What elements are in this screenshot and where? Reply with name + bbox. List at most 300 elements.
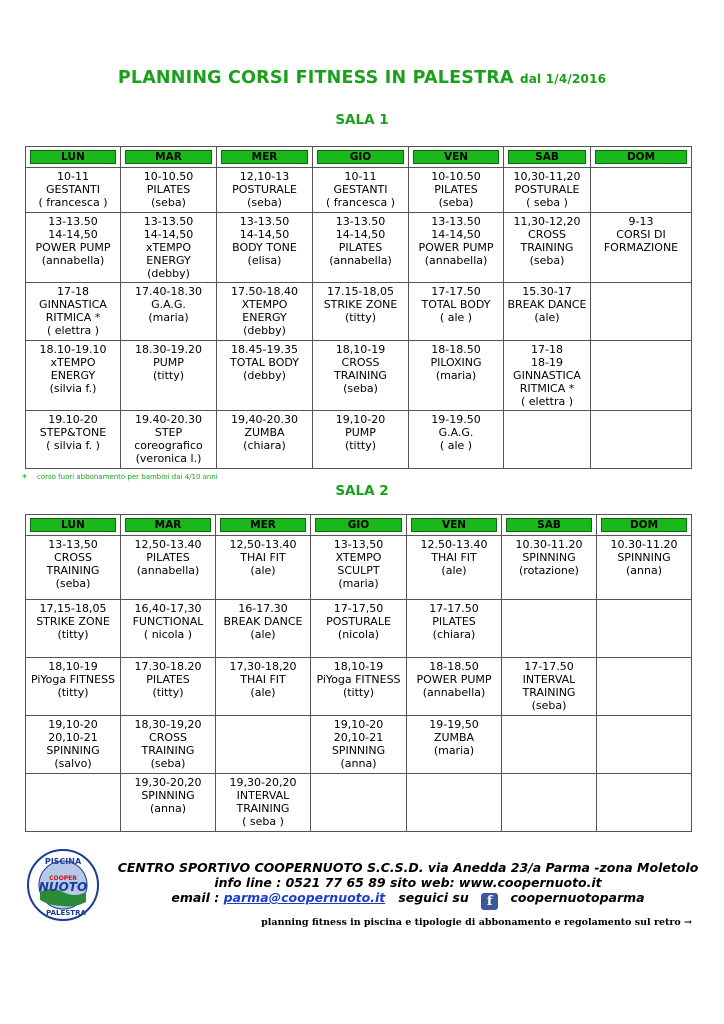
day-header-gio bbox=[313, 147, 409, 168]
empty-slot bbox=[591, 411, 692, 469]
slot-line: (annabella) bbox=[422, 686, 486, 699]
slot-line: RITMICA * bbox=[45, 311, 101, 324]
slot-line: (debby) bbox=[147, 267, 190, 280]
slot-line: BREAK DANCE bbox=[223, 615, 303, 628]
slot-line: (anna) bbox=[340, 757, 377, 770]
footer-line-contacts: info line : 0521 77 65 89 sito web: www.coopernuoto.it bbox=[214, 875, 602, 890]
slot-line: SCULPT bbox=[337, 564, 380, 577]
slot-line: 19,30-20,20 bbox=[134, 776, 202, 789]
slot-line: ( francesca ) bbox=[38, 196, 108, 209]
slot-line: (seba) bbox=[438, 196, 474, 209]
class-slot bbox=[121, 341, 217, 411]
slot-line: (chiara) bbox=[243, 439, 286, 452]
slot-line: 17,30-18,20 bbox=[229, 660, 297, 673]
class-slot bbox=[216, 658, 311, 716]
slot-line: CROSS bbox=[149, 731, 187, 744]
day-header-sab bbox=[502, 515, 597, 536]
table-row bbox=[26, 774, 692, 832]
class-slot bbox=[311, 658, 407, 716]
slot-line: (veronica l.) bbox=[135, 452, 202, 465]
slot-line: 17-17.50 bbox=[431, 285, 481, 298]
class-slot bbox=[26, 168, 121, 213]
class-slot bbox=[121, 213, 217, 283]
slot-line: GESTANTI bbox=[333, 183, 388, 196]
coopernuoto-logo bbox=[26, 848, 100, 922]
slot-line: GINNASTICA bbox=[39, 298, 107, 311]
slot-line: PiYoga FITNESS bbox=[30, 673, 116, 686]
class-slot bbox=[26, 658, 121, 716]
day-label: DOM bbox=[601, 518, 687, 532]
slot-line: 14-14,50 bbox=[239, 228, 290, 241]
table-row bbox=[26, 658, 692, 716]
slot-line: (maria) bbox=[338, 577, 379, 590]
slot-line: 17-17.50 bbox=[429, 602, 479, 615]
day-label: MER bbox=[220, 518, 306, 532]
class-slot bbox=[311, 536, 407, 600]
slot-line: 12,50-13.40 bbox=[229, 538, 297, 551]
slot-line: PILATES bbox=[146, 673, 190, 686]
day-label: LUN bbox=[30, 150, 116, 164]
day-header-dom bbox=[597, 515, 692, 536]
empty-slot bbox=[591, 283, 692, 341]
slot-line: (titty) bbox=[57, 686, 89, 699]
class-slot bbox=[121, 658, 216, 716]
class-slot bbox=[216, 600, 311, 658]
slot-line: 9-13 bbox=[628, 215, 654, 228]
class-slot bbox=[217, 168, 313, 213]
slot-line: RITMICA * bbox=[519, 382, 575, 395]
day-header-gio bbox=[311, 515, 407, 536]
slot-line: 17-17.50 bbox=[524, 660, 574, 673]
slot-line: (maria) bbox=[433, 744, 475, 757]
slot-line: 14-14,50 bbox=[48, 228, 98, 241]
slot-line: TRAINING bbox=[141, 744, 195, 757]
slot-line: (titty) bbox=[152, 686, 184, 699]
table-row bbox=[26, 716, 692, 774]
class-slot bbox=[121, 600, 216, 658]
slot-line: (nicola) bbox=[337, 628, 380, 641]
slot-line: 13-13.50 bbox=[48, 215, 98, 228]
slot-line: 19,30-20,20 bbox=[229, 776, 297, 789]
slot-line: FORMAZIONE bbox=[603, 241, 679, 254]
slot-line: 20,10-21 bbox=[48, 731, 98, 744]
day-label: LUN bbox=[30, 518, 116, 532]
slot-line: 13-13,50 bbox=[48, 538, 98, 551]
slot-line: xTEMPO bbox=[146, 241, 191, 254]
class-slot bbox=[504, 341, 591, 411]
slot-line: STRIKE ZONE bbox=[323, 298, 398, 311]
email-label: email : bbox=[171, 890, 224, 905]
slot-line: 18,30-19,20 bbox=[134, 718, 202, 731]
class-slot bbox=[504, 283, 591, 341]
slot-line: PILATES bbox=[338, 241, 383, 254]
slot-line: (anna) bbox=[149, 802, 186, 815]
class-slot bbox=[313, 283, 409, 341]
sala2-title: SALA 2 bbox=[335, 483, 389, 499]
facebook-icon[interactable]: f bbox=[481, 893, 498, 910]
slot-line: CORSI DI bbox=[616, 228, 666, 241]
slot-line: TOTAL BODY bbox=[421, 298, 491, 311]
slot-line: (elisa) bbox=[247, 254, 282, 267]
day-label: MER bbox=[221, 150, 308, 164]
slot-line: 12,10-13 bbox=[239, 170, 290, 183]
slot-line: 19.10-20 bbox=[48, 413, 98, 426]
empty-slot bbox=[591, 341, 692, 411]
class-slot bbox=[502, 658, 597, 716]
class-slot bbox=[26, 283, 121, 341]
slot-line: 19,10-20 bbox=[48, 718, 98, 731]
slot-line: ( ale ) bbox=[439, 311, 473, 324]
day-label: DOM bbox=[595, 150, 687, 164]
day-header-sab bbox=[504, 147, 591, 168]
follow-label: seguici su bbox=[398, 890, 469, 905]
slot-line: 18.10-19.10 bbox=[39, 343, 107, 356]
class-slot bbox=[313, 411, 409, 469]
slot-line: (seba) bbox=[150, 757, 186, 770]
slot-line: 11,30-12,20 bbox=[513, 215, 581, 228]
empty-slot bbox=[504, 411, 591, 469]
class-slot bbox=[121, 283, 217, 341]
slot-line: THAI FIT bbox=[431, 551, 477, 564]
slot-line: ( francesca ) bbox=[325, 196, 396, 209]
slot-line: xTEMPO bbox=[50, 356, 96, 369]
slot-line: 18-18.50 bbox=[429, 660, 479, 673]
slot-line: SPINNING bbox=[522, 551, 576, 564]
slot-line: 20,10-21 bbox=[333, 731, 384, 744]
empty-slot bbox=[597, 600, 692, 658]
slot-line: (annabella) bbox=[424, 254, 488, 267]
day-label: VEN bbox=[413, 150, 499, 164]
slot-line: TRAINING bbox=[46, 564, 100, 577]
class-slot bbox=[313, 341, 409, 411]
asterisk-mark: * bbox=[22, 473, 27, 484]
table-row bbox=[26, 168, 692, 213]
slot-line: 13-13,50 bbox=[333, 538, 384, 551]
slot-line: PUMP bbox=[153, 356, 184, 369]
day-header-ven bbox=[407, 515, 502, 536]
day-label: SAB bbox=[508, 150, 586, 164]
slot-line: PiYoga FITNESS bbox=[316, 673, 401, 686]
slot-line: ( elettra ) bbox=[46, 324, 100, 337]
slot-line: coreografico bbox=[134, 439, 203, 452]
table-row bbox=[26, 213, 692, 283]
class-slot bbox=[407, 600, 502, 658]
slot-line: TOTAL BODY bbox=[230, 356, 299, 369]
slot-line: (titty) bbox=[344, 439, 377, 452]
slot-line: 18.30-19.20 bbox=[135, 343, 202, 356]
class-slot bbox=[121, 716, 216, 774]
slot-line: (seba) bbox=[531, 699, 567, 712]
slot-line: POSTURALE bbox=[326, 615, 391, 628]
slot-line: STRIKE ZONE bbox=[36, 615, 110, 628]
class-slot bbox=[311, 716, 407, 774]
slot-line: PILATES bbox=[146, 183, 191, 196]
class-slot bbox=[26, 213, 121, 283]
svg-text:NUOTO: NUOTO bbox=[38, 880, 88, 894]
class-slot bbox=[313, 213, 409, 283]
slot-line: ZUMBA bbox=[433, 731, 475, 744]
day-header-dom bbox=[591, 147, 692, 168]
slot-line: 16,40-17,30 bbox=[134, 602, 202, 615]
slot-line: (ale) bbox=[441, 564, 467, 577]
class-slot bbox=[217, 283, 313, 341]
class-slot bbox=[502, 536, 597, 600]
slot-line: G.A.G. bbox=[438, 426, 474, 439]
slot-line: ( silvia f. ) bbox=[46, 439, 100, 452]
slot-line: 18,10-19 bbox=[335, 343, 386, 356]
slot-line: 10-11 bbox=[344, 170, 377, 183]
slot-line: (titty) bbox=[57, 628, 89, 641]
slot-line: (seba) bbox=[151, 196, 186, 209]
slot-line: STEP bbox=[154, 426, 183, 439]
slot-line: (titty) bbox=[342, 686, 375, 699]
back-page-note: planning fitness in piscina e tipologie di abbonamento e regolamento sul retro → bbox=[261, 917, 692, 928]
day-header-mer bbox=[216, 515, 311, 536]
sala2-schedule-table bbox=[25, 514, 692, 832]
empty-slot bbox=[311, 774, 407, 832]
slot-line: STEP&TONE bbox=[39, 426, 107, 439]
slot-line: (rotazione) bbox=[519, 564, 579, 577]
page-title bbox=[0, 68, 724, 88]
slot-line: (maria) bbox=[435, 369, 477, 382]
slot-line: PILOXING bbox=[430, 356, 482, 369]
slot-line: (ale) bbox=[534, 311, 560, 324]
slot-line: (ale) bbox=[250, 564, 276, 577]
day-header-lun bbox=[26, 515, 121, 536]
day-header-ven bbox=[409, 147, 504, 168]
slot-line: SPINNING bbox=[141, 789, 195, 802]
day-label: GIO bbox=[317, 150, 404, 164]
footer-line-email bbox=[108, 890, 708, 910]
day-label: SAB bbox=[506, 518, 592, 532]
empty-slot bbox=[591, 168, 692, 213]
table-row bbox=[26, 411, 692, 469]
slot-line: (salvo) bbox=[54, 757, 92, 770]
day-label: VEN bbox=[411, 518, 497, 532]
table-row bbox=[26, 536, 692, 600]
slot-line: 12,50-13.40 bbox=[134, 538, 202, 551]
empty-slot bbox=[407, 774, 502, 832]
slot-line: SPINNING bbox=[331, 744, 386, 757]
slot-line: 17.40-18.30 bbox=[135, 285, 202, 298]
slot-line: 18,10-19 bbox=[48, 660, 98, 673]
slot-line: (annabella) bbox=[136, 564, 200, 577]
slot-line: 10-11 bbox=[57, 170, 89, 183]
slot-line: XTEMPO bbox=[335, 551, 382, 564]
class-slot bbox=[597, 536, 692, 600]
slot-line: BREAK DANCE bbox=[507, 298, 587, 311]
class-slot bbox=[409, 411, 504, 469]
empty-slot bbox=[26, 774, 121, 832]
class-slot bbox=[409, 213, 504, 283]
slot-line: GINNASTICA bbox=[513, 369, 581, 382]
class-slot bbox=[26, 341, 121, 411]
slot-line: INTERVAL bbox=[522, 673, 576, 686]
slot-line: 10-10.50 bbox=[143, 170, 194, 183]
slot-line: 17.30-18.20 bbox=[134, 660, 202, 673]
sala1-title: SALA 1 bbox=[335, 112, 389, 128]
slot-line: 13-13.50 bbox=[143, 215, 194, 228]
slot-line: 15.30-17 bbox=[522, 285, 572, 298]
class-slot bbox=[591, 213, 692, 283]
class-slot bbox=[313, 168, 409, 213]
class-slot bbox=[311, 600, 407, 658]
slot-line: 17.50-18.40 bbox=[231, 285, 298, 298]
slot-line: 12.50-13.40 bbox=[420, 538, 488, 551]
slot-line: ENERGY bbox=[50, 369, 96, 382]
slot-line: FUNCTIONAL bbox=[132, 615, 204, 628]
class-slot bbox=[26, 536, 121, 600]
slot-line: BODY TONE bbox=[232, 241, 297, 254]
sala1-schedule-table bbox=[25, 146, 692, 469]
slot-line: 19,10-20 bbox=[333, 718, 384, 731]
class-slot bbox=[121, 536, 216, 600]
footnote-text: corso fuori abbonamento per bambini dai 4/10 anni bbox=[37, 473, 218, 481]
day-header-mer bbox=[217, 147, 313, 168]
slot-line: INTERVAL bbox=[236, 789, 290, 802]
slot-line: (debby) bbox=[243, 369, 286, 382]
slot-line: ENERGY bbox=[242, 311, 287, 324]
empty-slot bbox=[597, 716, 692, 774]
slot-line: 17-18 bbox=[57, 285, 89, 298]
slot-line: POWER PUMP bbox=[416, 673, 492, 686]
day-header-lun bbox=[26, 147, 121, 168]
class-slot bbox=[26, 716, 121, 774]
class-slot bbox=[504, 168, 591, 213]
class-slot bbox=[26, 411, 121, 469]
empty-slot bbox=[502, 716, 597, 774]
day-header-mar bbox=[121, 515, 216, 536]
day-label: MAR bbox=[125, 150, 212, 164]
slot-line: 10.30-11.20 bbox=[515, 538, 583, 551]
table-row bbox=[26, 600, 692, 658]
slot-line: 17-17,50 bbox=[333, 602, 384, 615]
slot-line: ( ale ) bbox=[439, 439, 473, 452]
slot-line: 18-18.50 bbox=[431, 343, 481, 356]
table-row bbox=[26, 341, 692, 411]
class-slot bbox=[217, 411, 313, 469]
empty-slot bbox=[502, 600, 597, 658]
class-slot bbox=[216, 536, 311, 600]
slot-line: PILATES bbox=[146, 551, 190, 564]
title-date: dal 1/4/2016 bbox=[519, 72, 607, 86]
slot-line: TRAINING bbox=[522, 686, 576, 699]
slot-line: GESTANTI bbox=[45, 183, 101, 196]
class-slot bbox=[407, 536, 502, 600]
slot-line: 14-14,50 bbox=[335, 228, 386, 241]
svg-text:COOPER: COOPER bbox=[49, 875, 77, 882]
slot-line: CROSS bbox=[341, 356, 380, 369]
slot-line: 19,10-20 bbox=[335, 413, 386, 426]
slot-line: (seba) bbox=[247, 196, 282, 209]
slot-line: 13-13.50 bbox=[239, 215, 290, 228]
slot-line: SPINNING bbox=[617, 551, 671, 564]
slot-line: (debby) bbox=[243, 324, 286, 337]
slot-line: THAI FIT bbox=[240, 673, 286, 686]
slot-line: CROSS bbox=[528, 228, 566, 241]
slot-line: 10-10.50 bbox=[431, 170, 481, 183]
day-header-mar bbox=[121, 147, 217, 168]
class-slot bbox=[216, 774, 311, 832]
class-slot bbox=[121, 168, 217, 213]
class-slot bbox=[217, 341, 313, 411]
slot-line: 17,15-18,05 bbox=[39, 602, 107, 615]
slot-line: POWER PUMP bbox=[35, 241, 111, 254]
slot-line: 14-14,50 bbox=[431, 228, 481, 241]
slot-line: 14-14,50 bbox=[143, 228, 194, 241]
class-slot bbox=[26, 600, 121, 658]
slot-line: POSTURALE bbox=[514, 183, 580, 196]
svg-text:PALESTRA: PALESTRA bbox=[46, 909, 86, 917]
slot-line: 19,40-20.30 bbox=[231, 413, 298, 426]
empty-slot bbox=[216, 716, 311, 774]
footer-line-address: CENTRO SPORTIVO COOPERNUOTO S.C.S.D. via Anedda 23/a Parma -zona Moletolo bbox=[117, 860, 699, 875]
slot-line: TRAINING bbox=[334, 369, 387, 382]
class-slot bbox=[409, 341, 504, 411]
slot-line: 17-18 bbox=[531, 343, 563, 356]
slot-line: SPINNING bbox=[46, 744, 100, 757]
slot-line: ( seba ) bbox=[526, 196, 568, 209]
slot-line: XTEMPO bbox=[241, 298, 288, 311]
slot-line: THAI FIT bbox=[240, 551, 286, 564]
table-row bbox=[26, 283, 692, 341]
slot-line: 10.30-11.20 bbox=[610, 538, 678, 551]
slot-line: 19-19.50 bbox=[431, 413, 481, 426]
day-label: GIO bbox=[315, 518, 402, 532]
slot-line: POSTURALE bbox=[232, 183, 297, 196]
slot-line: (maria) bbox=[148, 311, 189, 324]
slot-line: ( nicola ) bbox=[143, 628, 193, 641]
svg-text:PISCINA: PISCINA bbox=[44, 857, 82, 866]
slot-line: 13-13.50 bbox=[431, 215, 481, 228]
class-slot bbox=[121, 411, 217, 469]
slot-line: ZUMBA bbox=[244, 426, 285, 439]
footer-info bbox=[108, 860, 708, 910]
slot-line: (seba) bbox=[55, 577, 91, 590]
empty-slot bbox=[502, 774, 597, 832]
slot-line: TRAINING bbox=[236, 802, 290, 815]
email-link[interactable]: parma@coopernuoto.it bbox=[223, 890, 386, 905]
slot-line: (annabella) bbox=[329, 254, 392, 267]
slot-line: (seba) bbox=[529, 254, 565, 267]
slot-line: (anna) bbox=[625, 564, 662, 577]
slot-line: (titty) bbox=[344, 311, 377, 324]
slot-line: 18,10-19 bbox=[333, 660, 384, 673]
class-slot bbox=[407, 716, 502, 774]
class-slot bbox=[409, 168, 504, 213]
slot-line: (seba) bbox=[343, 382, 378, 395]
class-slot bbox=[121, 774, 216, 832]
slot-line: 16-17.30 bbox=[238, 602, 288, 615]
slot-line: PUMP bbox=[345, 426, 376, 439]
class-slot bbox=[217, 213, 313, 283]
class-slot bbox=[504, 213, 591, 283]
slot-line: PILATES bbox=[434, 183, 478, 196]
slot-line: 10,30-11,20 bbox=[513, 170, 581, 183]
slot-line: CROSS bbox=[54, 551, 92, 564]
slot-line: (titty) bbox=[152, 369, 185, 382]
slot-line: 18.45-19.35 bbox=[231, 343, 298, 356]
slot-line: 19-19,50 bbox=[429, 718, 479, 731]
slot-line: ( seba ) bbox=[242, 815, 284, 828]
slot-line: 19.40-20.30 bbox=[135, 413, 202, 426]
slot-line: ENERGY bbox=[146, 254, 191, 267]
slot-line: (silvia f.) bbox=[49, 382, 97, 395]
class-slot bbox=[407, 658, 502, 716]
empty-slot bbox=[597, 774, 692, 832]
slot-line: (ale) bbox=[250, 686, 276, 699]
slot-line: 18-19 bbox=[531, 356, 563, 369]
